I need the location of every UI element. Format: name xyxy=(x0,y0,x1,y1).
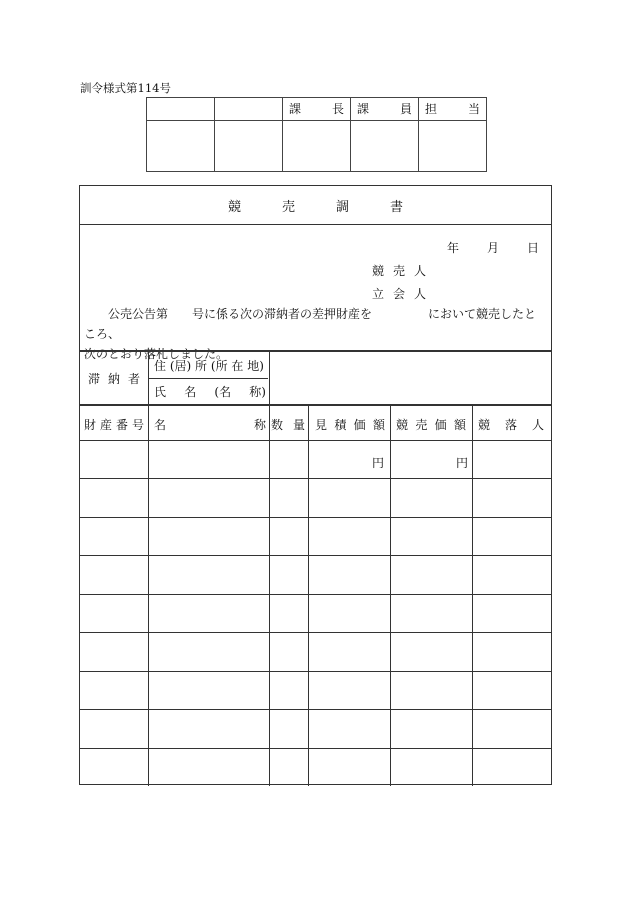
stamp-blank-1 xyxy=(147,98,215,121)
stamp-label-kain: 課 員 xyxy=(351,98,419,121)
name-label: 氏 名 (名 称) xyxy=(154,384,266,399)
col-winner: 競 落 人 xyxy=(478,417,544,432)
col-property-no: 財 産 番 号 xyxy=(84,417,144,432)
stamp-box-tanto[interactable] xyxy=(419,121,487,172)
delinquent-label: 滞 納 者 xyxy=(88,371,140,386)
table-row[interactable] xyxy=(80,672,551,709)
auction-yen-unit: 円 xyxy=(456,456,469,470)
table-row[interactable] xyxy=(80,710,551,748)
auction-record-form xyxy=(79,185,552,785)
date-line: 年 月 日 xyxy=(446,241,539,255)
table-row[interactable] xyxy=(80,556,551,594)
table-row[interactable] xyxy=(80,441,551,478)
table-row[interactable] xyxy=(80,749,551,784)
witness-label: 立会人 xyxy=(372,287,436,301)
table-row[interactable] xyxy=(80,595,551,632)
estimate-yen-unit: 円 xyxy=(372,456,385,470)
form-number: 訓令様式第114号 xyxy=(80,81,171,95)
col-quantity: 数 量 xyxy=(271,417,305,432)
stamp-box-2[interactable] xyxy=(215,121,283,172)
stamp-blank-2 xyxy=(215,98,283,121)
col-estimate: 見 積 価 額 xyxy=(315,417,385,432)
stamp-box-kain[interactable] xyxy=(351,121,419,172)
col-name: 名 称 xyxy=(154,417,266,432)
stamp-label-kacho: 課 長 xyxy=(283,98,351,121)
approval-stamp-table xyxy=(146,97,487,172)
table-row[interactable] xyxy=(80,479,551,517)
stamp-box-kacho[interactable] xyxy=(283,121,351,172)
form-title: 競 売 調 書 xyxy=(227,199,403,215)
col-auction-price: 競 売 価 額 xyxy=(396,417,466,432)
statement-paragraph: 公売公告第 号に係る次の滞納者の差押財産を において競売したところ、 次のとおり落札しました。 xyxy=(84,307,537,361)
table-row[interactable] xyxy=(80,633,551,671)
auction-person-label: 競売人 xyxy=(372,264,436,278)
table-row[interactable] xyxy=(80,518,551,555)
address-label: 住 (居) 所 (所 在 地) xyxy=(154,358,264,373)
delinquent-value-field[interactable] xyxy=(270,352,551,404)
stamp-box-1[interactable] xyxy=(147,121,215,172)
stamp-label-tanto: 担 当 xyxy=(419,98,487,121)
